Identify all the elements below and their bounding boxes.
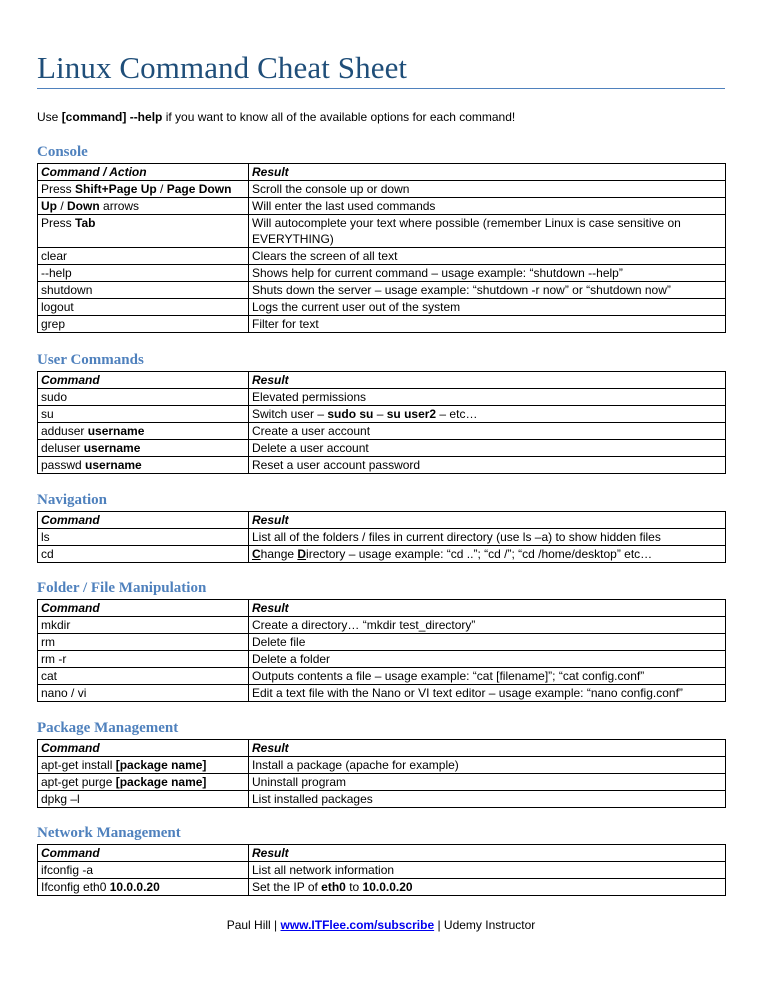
result-cell: Delete a folder [249, 651, 726, 668]
column-header-command: Command / Action [38, 164, 249, 181]
text-run: / [156, 182, 167, 196]
text-run: ifconfig -a [41, 863, 94, 877]
text-run: rm [41, 635, 55, 649]
text-run: passwd [41, 458, 86, 472]
page-title: Linux Command Cheat Sheet [37, 50, 408, 85]
command-cell [38, 529, 249, 546]
command-cell [38, 248, 249, 265]
table-row [38, 879, 726, 896]
text-run: nano / vi [41, 686, 87, 700]
table-row [38, 282, 726, 299]
table-row [38, 440, 726, 457]
intro-text [37, 110, 515, 124]
text-run: Press [41, 216, 76, 230]
command-table [37, 371, 726, 474]
command-cell [38, 282, 249, 299]
column-header-result: Result [249, 372, 726, 389]
command-table [37, 739, 726, 808]
table-header-row [38, 740, 726, 757]
text-run: logout [41, 300, 74, 314]
command-cell [38, 774, 249, 791]
result-cell: Edit a text file with the Nano or VI text editor – usage example: “nano config.conf” [249, 685, 726, 702]
text-run: Tab [75, 216, 96, 230]
text-run: username [87, 424, 145, 438]
command-table [37, 163, 726, 333]
command-cell [38, 423, 249, 440]
column-header-result: Result [249, 845, 726, 862]
text-run: sudo su [327, 407, 374, 421]
result-cell: Delete a user account [249, 440, 726, 457]
result-cell: Install a package (apache for example) [249, 757, 726, 774]
section-heading: User Commands [37, 352, 144, 368]
text-run: deluser [41, 441, 84, 455]
text-run: shutdown [41, 283, 93, 297]
text-run: irectory – usage example: “cd ..”; “cd /”; “cd /home/desktop” etc… [306, 547, 653, 561]
column-header-result: Result [249, 164, 726, 181]
text-run: dpkg –l [41, 792, 80, 806]
table-header-row [38, 600, 726, 617]
command-cell [38, 668, 249, 685]
result-cell: Scroll the console up or down [249, 181, 726, 198]
text-run: clear [41, 249, 68, 263]
table-row [38, 198, 726, 215]
column-header-command: Command [38, 372, 249, 389]
table-row [38, 457, 726, 474]
command-cell [38, 757, 249, 774]
section-user-commands [37, 351, 725, 474]
result-cell [249, 546, 726, 563]
command-cell [38, 440, 249, 457]
text-run: [package name] [115, 758, 207, 772]
table-row [38, 215, 726, 248]
result-cell: List all network information [249, 862, 726, 879]
section-navigation [37, 491, 725, 563]
table-row [38, 791, 726, 808]
footer-role: | Udemy Instructor [434, 918, 536, 932]
table-row [38, 546, 726, 563]
text-run: Up [41, 199, 57, 213]
result-cell: Create a user account [249, 423, 726, 440]
text-run: rm -r [41, 652, 67, 666]
text-run: Press [41, 182, 76, 196]
section-heading: Navigation [37, 492, 108, 508]
result-cell: Will autocomplete your text where possible (remember Linux is case sensitive on EVERYTHING) [249, 215, 726, 248]
footer [37, 918, 725, 932]
text-run: cd [41, 547, 54, 561]
text-run: ls [41, 530, 50, 544]
result-cell: Outputs contents a file – usage example: “cat [filename]”; “cat config.conf” [249, 668, 726, 685]
table-row [38, 668, 726, 685]
command-cell [38, 617, 249, 634]
table-row [38, 651, 726, 668]
section-heading: Console [37, 144, 88, 160]
column-header-command: Command [38, 740, 249, 757]
command-cell [38, 389, 249, 406]
section-heading: Package Management [37, 720, 179, 736]
text-run: cat [41, 669, 58, 683]
text-run: sudo [41, 390, 68, 404]
text-run: grep [41, 317, 66, 331]
section-console [37, 143, 725, 333]
text-run: su [41, 407, 54, 421]
column-header-command: Command [38, 845, 249, 862]
text-run: apt-get purge [41, 775, 116, 789]
table-row [38, 265, 726, 282]
text-run: Shift+Page Up [75, 182, 157, 196]
command-cell [38, 406, 249, 423]
command-table [37, 511, 726, 563]
command-cell [38, 546, 249, 563]
command-cell [38, 198, 249, 215]
column-header-command: Command [38, 512, 249, 529]
result-cell: Logs the current user out of the system [249, 299, 726, 316]
result-cell: Elevated permissions [249, 389, 726, 406]
title-divider [37, 88, 725, 89]
table-row [38, 617, 726, 634]
table-row [38, 529, 726, 546]
command-cell [38, 685, 249, 702]
intro-command-help: [command] --help [61, 110, 163, 124]
command-cell [38, 651, 249, 668]
text-run: username [85, 458, 142, 472]
result-cell: Clears the screen of all text [249, 248, 726, 265]
text-run: to [345, 880, 363, 894]
table-row [38, 389, 726, 406]
table-row [38, 299, 726, 316]
result-cell: Reset a user account password [249, 457, 726, 474]
intro-after: if you want to know all of the available options for each command! [162, 110, 516, 124]
table-row [38, 685, 726, 702]
result-cell: Will enter the last used commands [249, 198, 726, 215]
table-row [38, 181, 726, 198]
result-cell [249, 406, 726, 423]
command-cell [38, 457, 249, 474]
table-row [38, 406, 726, 423]
text-run: Set the IP of [252, 880, 322, 894]
result-cell: Shows help for current command – usage example: “shutdown --help” [249, 265, 726, 282]
command-cell [38, 879, 249, 896]
command-cell [38, 791, 249, 808]
text-run: – etc… [436, 407, 478, 421]
section-heading: Folder / File Manipulation [37, 580, 207, 596]
text-run: C [252, 547, 261, 561]
column-header-result: Result [249, 600, 726, 617]
text-run: Switch user – [252, 407, 328, 421]
intro-before: Use [37, 110, 62, 124]
table-row [38, 248, 726, 265]
table-row [38, 316, 726, 333]
footer-author: Paul Hill | [226, 918, 281, 932]
section-folder-file [37, 579, 725, 702]
text-run: / [57, 199, 68, 213]
text-run: D [297, 547, 307, 561]
text-run: 10.0.0.20 [109, 880, 160, 894]
text-run: arrows [99, 199, 140, 213]
result-cell: Shuts down the server – usage example: “shutdown -r now” or “shutdown now” [249, 282, 726, 299]
column-header-result: Result [249, 512, 726, 529]
table-row [38, 634, 726, 651]
result-cell [249, 879, 726, 896]
text-run: adduser [41, 424, 88, 438]
text-run: Page Down [166, 182, 232, 196]
result-cell: List all of the folders / files in current directory (use ls –a) to show hidden files [249, 529, 726, 546]
command-cell [38, 265, 249, 282]
table-row [38, 774, 726, 791]
section-network-management [37, 824, 725, 896]
section-heading: Network Management [37, 825, 181, 841]
text-run: --help [41, 266, 72, 280]
command-cell [38, 299, 249, 316]
command-cell [38, 862, 249, 879]
table-header-row [38, 372, 726, 389]
text-run: username [83, 441, 141, 455]
text-run: apt-get install [41, 758, 116, 772]
table-header-row [38, 512, 726, 529]
result-cell: Uninstall program [249, 774, 726, 791]
table-row [38, 757, 726, 774]
text-run: Down [67, 199, 100, 213]
command-cell [38, 634, 249, 651]
section-package-management [37, 719, 725, 808]
text-run: Ifconfig eth0 [41, 880, 110, 894]
column-header-command: Command [38, 600, 249, 617]
table-row [38, 862, 726, 879]
text-run: mkdir [41, 618, 71, 632]
table-header-row [38, 164, 726, 181]
text-run: hange [260, 547, 298, 561]
result-cell: List installed packages [249, 791, 726, 808]
text-run: 10.0.0.20 [362, 880, 413, 894]
table-header-row [38, 845, 726, 862]
column-header-result: Result [249, 740, 726, 757]
command-table [37, 844, 726, 896]
command-cell [38, 316, 249, 333]
command-cell [38, 215, 249, 248]
result-cell: Create a directory… “mkdir test_directory” [249, 617, 726, 634]
command-table [37, 599, 726, 702]
text-run: eth0 [321, 880, 346, 894]
text-run: su user2 [386, 407, 437, 421]
command-cell [38, 181, 249, 198]
text-run: [package name] [115, 775, 207, 789]
text-run: – [373, 407, 387, 421]
result-cell: Delete file [249, 634, 726, 651]
table-row [38, 423, 726, 440]
result-cell: Filter for text [249, 316, 726, 333]
subscribe-link[interactable]: www.ITFlee.com/subscribe [280, 918, 435, 932]
